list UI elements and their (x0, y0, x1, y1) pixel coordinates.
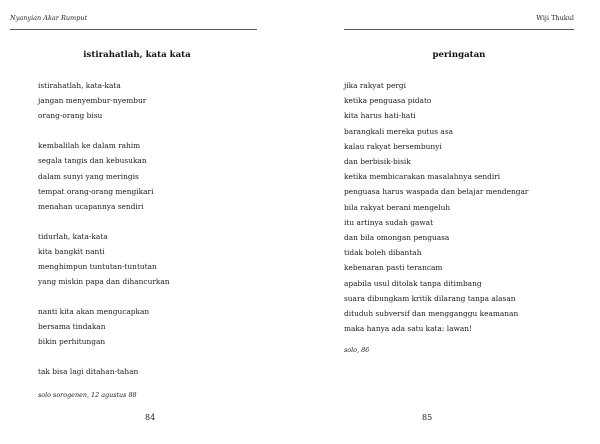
poem-line: jika rakyat pergi (344, 81, 406, 90)
poem-line: nanti kita akan mengucapkan (38, 306, 150, 316)
left-page-number: 84 (145, 413, 156, 422)
stanza (38, 304, 278, 350)
poem-line: orang-orang bisu (38, 111, 103, 121)
right-page-number: 85 (422, 413, 433, 422)
poem-line: bikin perhitungan (38, 337, 106, 347)
poem-line: menghimpun tuntutan-tuntutan (38, 262, 157, 272)
poem-line: dalam sunyi yang meringis (38, 171, 139, 181)
left-poem-body (38, 78, 278, 399)
poem-line: tak bisa lagi ditahan-tahan (38, 367, 139, 377)
stanza (38, 229, 278, 290)
poem-line: itu artinya sudah gawat (344, 217, 434, 227)
stanza (38, 364, 278, 379)
right-poem-title: peringatan (432, 50, 486, 60)
poem-line: kita bangkit nanti (38, 246, 105, 256)
poem-line: dituduh subversif dan mengganggu keamanan (344, 309, 519, 319)
right-running-head: Wiji Thukul (536, 14, 574, 22)
poem-line: dan bila omongan penguasa (344, 233, 450, 243)
poem-line: yang miskin papa dan dihancurkan (38, 277, 170, 287)
poem-line: ketika membicarakan masalahnya sendiri (344, 172, 501, 182)
left-poem-title: istirahatlah, kata kata (83, 50, 191, 60)
poem-line: penguasa harus waspada dan belajar mendengar (344, 187, 529, 197)
poem-line: kembalilah ke dalam rahim (38, 141, 141, 151)
poem-line: tidak boleh dibantah (344, 248, 422, 258)
poem-line: apabila usul ditolak tanpa ditimbang (344, 278, 482, 288)
poem-line: dan berbisik-bisik (344, 157, 411, 167)
stanza (344, 78, 584, 336)
right-page (300, 0, 600, 444)
poem-line: kita harus hati-hati (344, 111, 416, 121)
poem-line: suara dibungkam kritik dilarang tanpa alasan (344, 293, 516, 303)
poem-line: segala tangis dan kebusukan (38, 156, 147, 166)
stanza (38, 78, 278, 124)
right-poem-body (344, 78, 584, 354)
poem-line: barangkali mereka putus asa (344, 126, 454, 136)
stanza (38, 138, 278, 214)
left-signoff: solo sorogenen, 12 agustus 88 (38, 391, 137, 400)
poem-line: tempat orang-orang mengikari (38, 186, 154, 196)
right-signoff: solo, 86 (344, 346, 370, 355)
poem-line: bersama tindakan (38, 322, 106, 332)
left-header-rule (10, 29, 257, 30)
poem-line: jangan menyembur-nyembur (38, 96, 147, 106)
poem-line: istirahatlah, kata-kata (38, 81, 121, 90)
poem-line: kalau rakyat bersembunyi (344, 141, 442, 151)
poem-line: maka hanya ada satu kata: lawan! (344, 324, 473, 334)
poem-line: bila rakyat berani mengeluh (344, 202, 451, 212)
poem-line: tidurlah, kata-kata (38, 231, 108, 241)
poem-line: menahan ucapannya sendiri (38, 201, 144, 211)
poem-line: kebenaran pasti terancam (344, 263, 443, 273)
left-running-head: Nyanyian Akar Rumput (10, 14, 88, 22)
poem-line: ketika penguasa pidato (344, 96, 432, 106)
right-header-rule (344, 29, 574, 30)
